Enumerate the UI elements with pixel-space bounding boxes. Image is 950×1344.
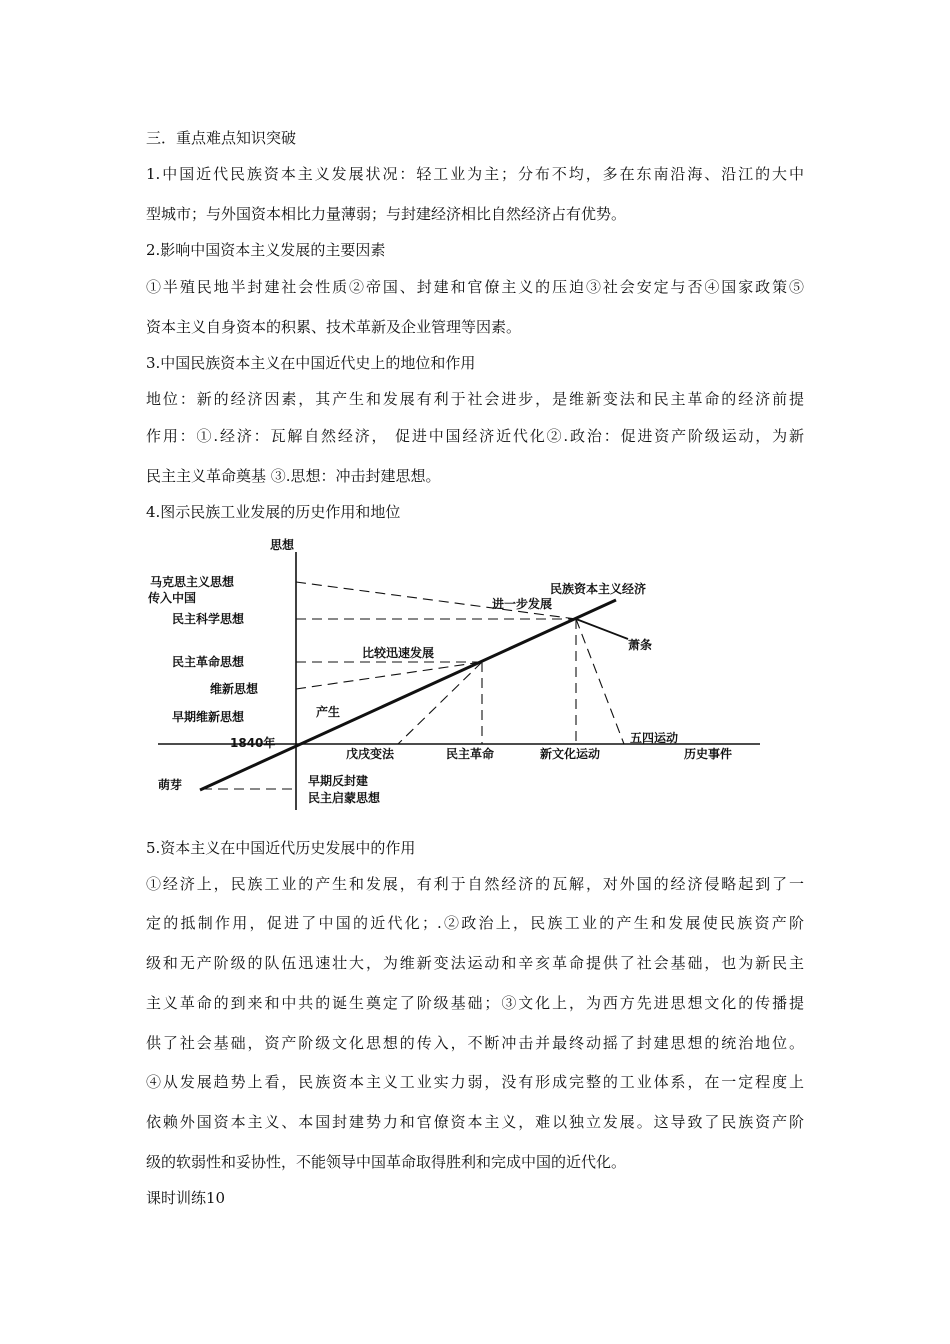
- heading-5: 5.资本主义在中国近代历史发展中的作用: [146, 839, 416, 857]
- paragraph-1-line-1: 1.中国近代民族资本主义发展状况：轻工业为主；分布不均，多在东南沿海、沿江的大中: [146, 165, 804, 183]
- label-enlightenment-1: 早期反封建: [308, 774, 369, 788]
- paragraph-5-line-7: 依赖外国资本主义、本国封建势力和官僚资本主义，难以独立发展。这导致了民族资产阶: [146, 1113, 804, 1131]
- paragraph-2-line-2: 资本主义自身资本的积累、技术革新及企业管理等因素。: [146, 318, 522, 336]
- label-revolution: 民主革命思想: [172, 655, 245, 669]
- paragraph-5-line-8: 级的软弱性和妥协性，不能领导中国革命取得胜利和完成中国的近代化。: [146, 1153, 627, 1171]
- label-early-reform: 早期维新思想: [172, 710, 245, 724]
- paragraph-5-line-5: 供了社会基础，资产阶级文化思想的传入，不断冲击并最终动摇了封建思想的统治地位。: [146, 1034, 804, 1052]
- role-line-2: 民主主义革命奠基 ③.思想：冲击封建思想。: [146, 467, 441, 485]
- heading-2: 2.影响中国资本主义发展的主要因素: [146, 241, 386, 259]
- paragraph-5-line-4: 主义革命的到来和中共的诞生奠定了阶级基础；③文化上，为西方先进思想文化的传播提: [146, 994, 804, 1012]
- national-industry-diagram: [140, 530, 790, 810]
- y-axis-label: 思想: [270, 538, 295, 552]
- label-democratic-revolution: 民主革命: [446, 747, 495, 761]
- x-axis-label: 历史事件: [684, 747, 733, 761]
- paragraph-5-line-3: 级和无产阶级的队伍迅速壮大，为维新变法运动和辛亥革命提供了社会基础，也为新民主: [146, 954, 804, 972]
- paragraph-5-line-1: ①经济上，民族工业的产生和发展，有利于自然经济的瓦解，对外国的经济侵略起到了一: [146, 875, 804, 893]
- origin-label: 1840年: [230, 736, 276, 750]
- heading-4: 4.图示民族工业发展的历史作用和地位: [146, 503, 401, 521]
- paragraph-1-line-2: 型城市；与外国资本相比力量薄弱；与封建经济相比自然经济占有优势。: [146, 205, 627, 223]
- paragraph-5-line-2: 定的抵制作用，促进了中国的近代化；.②政治上，民族工业的产生和发展使民族资产阶: [146, 914, 804, 932]
- label-decline: 萧条: [628, 638, 653, 652]
- label-sprout: 萌芽: [158, 778, 183, 792]
- label-economy: 民族资本主义经济: [550, 582, 647, 596]
- label-enlightenment-2: 民主启蒙思想: [308, 791, 381, 805]
- heading-3: 3.中国民族资本主义在中国近代史上的地位和作用: [146, 354, 476, 372]
- label-marxism: 马克思主义思想: [150, 575, 235, 589]
- footer-title: 课时训练10: [146, 1189, 226, 1207]
- label-rapid: 比较迅速发展: [362, 646, 435, 660]
- label-marxism-2: 传入中国: [148, 591, 197, 605]
- label-reform: 维新思想: [210, 682, 259, 696]
- decline-line: [576, 619, 628, 639]
- label-1898-reform: 戊戌变法: [346, 747, 395, 761]
- label-further: 进一步发展: [492, 597, 553, 611]
- development-line: [200, 600, 616, 790]
- label-may4: 五四运动: [630, 731, 679, 745]
- label-science: 民主科学思想: [172, 612, 245, 626]
- label-new-culture: 新文化运动: [540, 747, 601, 761]
- role-line-1: 作用：①.经济：瓦解自然经济， 促进中国经济近代化②.政治：促进资产阶级运动，为新: [146, 427, 804, 445]
- dash-reform-event: [398, 662, 482, 744]
- paragraph-5-line-6: ④从发展趋势上看，民族资本主义工业实力弱，没有形成完整的工业体系，在一定程度上: [146, 1073, 804, 1091]
- section-title: 三．重点难点知识突破: [146, 129, 297, 147]
- label-emerge: 产生: [316, 705, 341, 719]
- status-line: 地位：新的经济因素，其产生和发展有利于社会进步，是维新变法和民主革命的经济前提: [146, 390, 804, 408]
- dash-may4: [576, 619, 624, 744]
- paragraph-2-line-1: ①半殖民地半封建社会性质②帝国、封建和官僚主义的压迫③社会安定与否④国家政策⑤: [146, 278, 804, 296]
